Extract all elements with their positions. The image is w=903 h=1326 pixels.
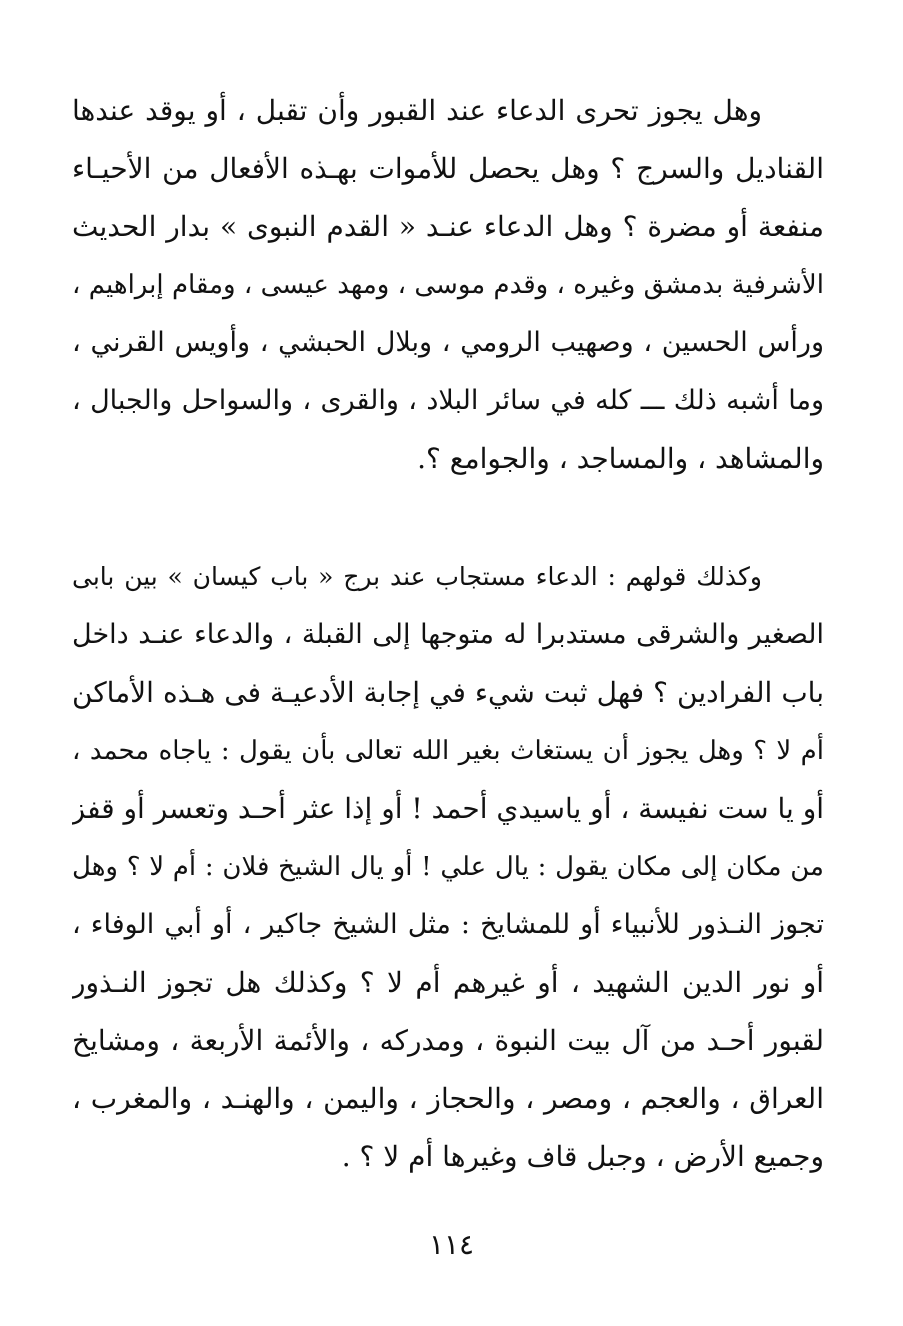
text-line: الصغير والشرقى مستدبرا له متوجها إلى القبلة ، والدعاء عنـد داخل <box>72 619 824 650</box>
text-line: أو نور الدين الشهيد ، أو غيرهم أم لا ؟ وكذلك هل تجوز النـذور <box>72 966 824 999</box>
text-line: الأشرفية بدمشق وغيره ، وقدم موسى ، ومهد عيسى ، ومقام إبراهيم ، <box>72 270 824 300</box>
text-line: وكذلك قولهم : الدعاء مستجاب عند برج « باب كيسان » بين بابى <box>72 562 762 591</box>
text-line: والمشاهد ، والمساجد ، والجوامع ؟. <box>417 442 824 475</box>
text-line: منفعة أو مضرة ؟ وهل الدعاء عنـد « القدم النبوى » بدار الحديث <box>72 210 824 243</box>
page-number: ١١٤ <box>428 1228 475 1261</box>
text-line: العراق ، والعجم ، ومصر ، والحجاز ، واليمن ، والهنـد ، والمغرب ، <box>72 1082 824 1115</box>
text-line: من مكان إلى مكان يقول : يال علي ! أو يال الشيخ فلان : أم لا ؟ وهل <box>72 852 824 882</box>
text-line: وما أشبه ذلك ـــ كله في سائر البلاد ، والقرى ، والسواحل والجبال ، <box>72 385 824 416</box>
paragraph-spacer <box>72 488 824 548</box>
text-line: أو يا ست نفيسة ، أو ياسيدي أحمد ! أو إذا عثر أحـد وتعسر أو قفز <box>72 792 824 825</box>
text-line: أم لا ؟ وهل يجوز أن يستغاث بغير الله تعالى بأن يقول : ياجاه محمد ، <box>72 736 824 766</box>
text-line: وجميع الأرض ، وجبل قاف وغيرها أم لا ؟ . <box>341 1140 824 1173</box>
page-body <box>72 82 824 1186</box>
text-line: القناديل والسرج ؟ وهل يحصل للأموات بهـذه الأفعال من الأحيـاء <box>72 152 824 185</box>
text-line: وهل يجوز تحرى الدعاء عند القبور وأن تقبل ، أو يوقد عندها <box>72 94 762 127</box>
paragraph-1 <box>72 82 824 488</box>
text-line: ورأس الحسين ، وصهيب الرومي ، وبلال الحبشي ، وأويس القرني ، <box>72 327 824 358</box>
text-line: باب الفرادين ؟ فهل ثبت شيء في إجابة الأدعيـة فى هـذه الأماكن <box>72 676 824 709</box>
text-line: تجوز النـذور للأنبياء أو للمشايخ : مثل الشيخ جاكير ، أو أبي الوفاء ، <box>72 909 824 940</box>
text-line: لقبور أحـد من آل بيت النبوة ، ومدركه ، والأئمة الأربعة ، ومشايخ <box>72 1024 824 1057</box>
paragraph-2 <box>72 548 824 1186</box>
